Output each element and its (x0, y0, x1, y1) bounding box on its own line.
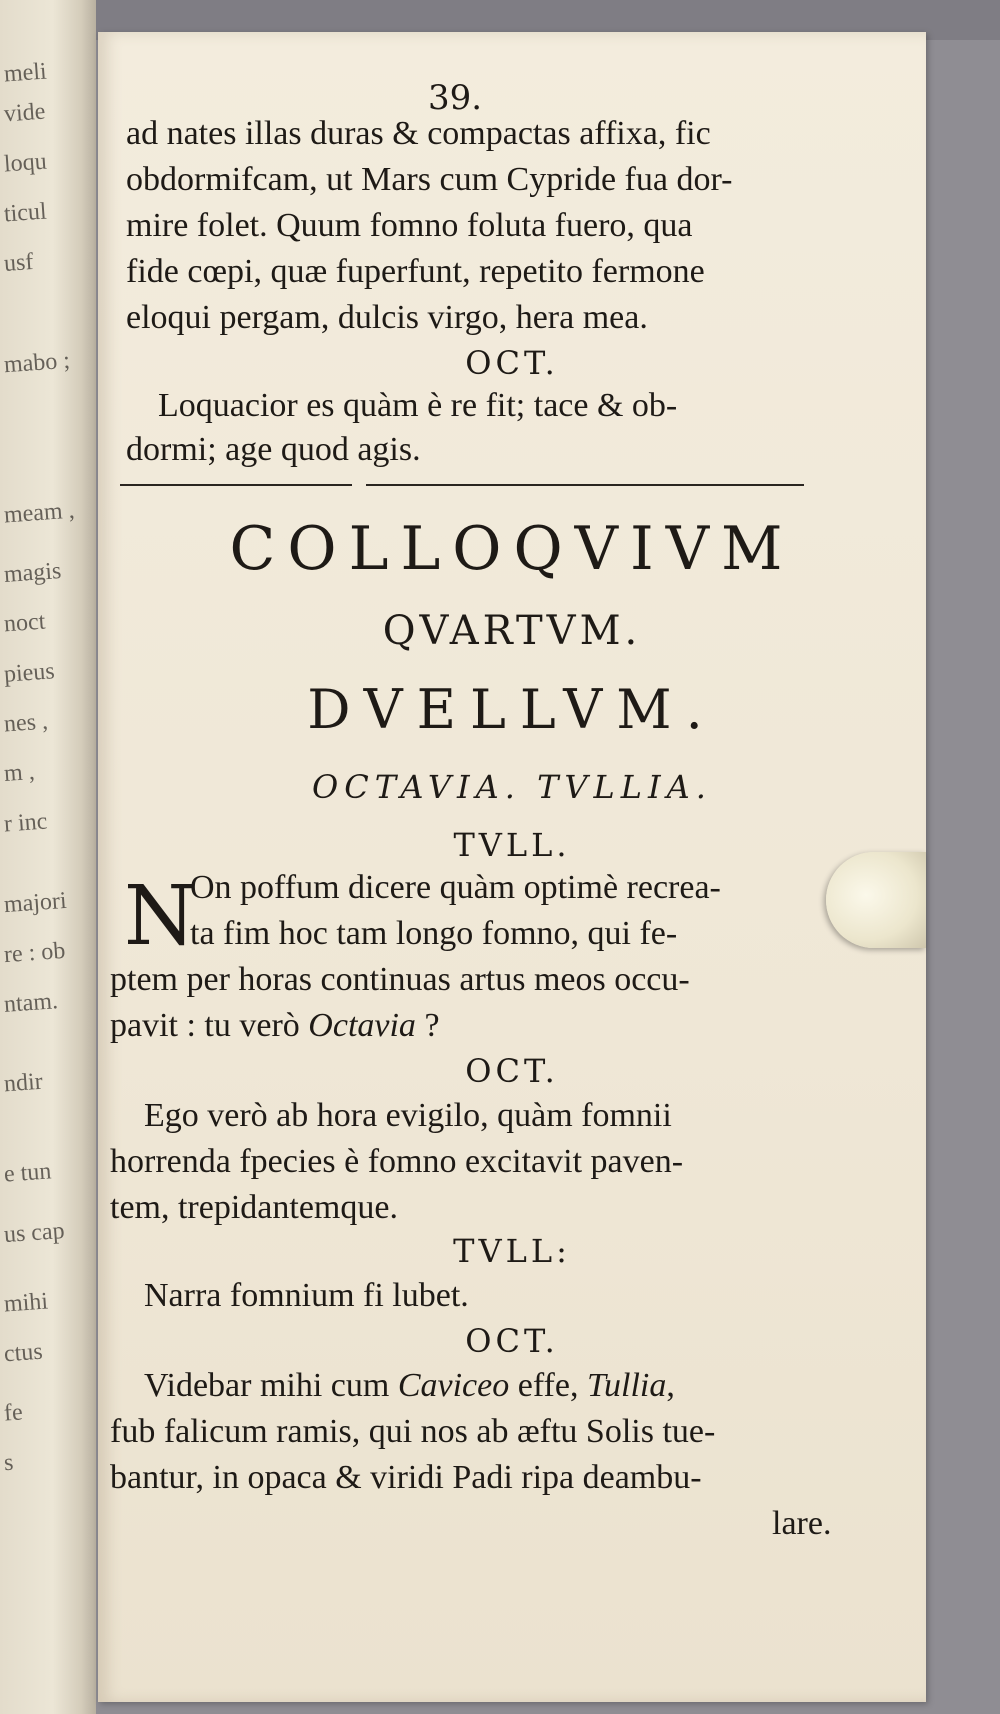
speaker-label: OCT. (465, 1322, 559, 1360)
text-line (110, 1006, 440, 1046)
text-line: ad nates illas duras & compactas affixa, fic (126, 115, 711, 152)
left-page-fragment: ctus (3, 1338, 44, 1368)
page-number: 39. (428, 78, 483, 118)
left-page-fragment: ndir (3, 1068, 44, 1098)
left-page-fragment: s (3, 1449, 15, 1477)
speaker-label: TVLL: (453, 1232, 571, 1270)
name-octavia: Octavia (308, 1007, 416, 1044)
text-line: ptem per horas continuas artus meos occu- (110, 961, 690, 998)
dramatis-personae: OCTAVIA. TVLLIA. (312, 768, 712, 806)
colloquium-topic: DVELLVM. (307, 678, 717, 741)
text-line: dormi; age quod agis. (126, 431, 421, 468)
text-fragment: ? (415, 1007, 440, 1044)
name-tullia: Tullia (586, 1367, 667, 1404)
text-fragment: effe, (509, 1367, 587, 1404)
speaker-label: TVLL. (453, 826, 571, 864)
left-page-fragment: usf (3, 249, 35, 277)
left-page-fragment: meli (3, 58, 48, 88)
page-clip (826, 852, 926, 948)
colloquium-title: COLLOQVIVM (229, 514, 795, 584)
left-page-fragment: meam , (3, 497, 76, 529)
left-page-fragment: magis (3, 558, 63, 588)
left-page-fragment: pieus (3, 658, 56, 688)
text-fragment: pavit : tu verò (110, 1007, 309, 1044)
text-fragment: Videbar mihi cum (144, 1367, 398, 1404)
text-line (144, 1366, 675, 1406)
text-line: obdormifcam, ut Mars cum Cypride fua dor- (126, 161, 733, 198)
divider-rule (120, 484, 352, 486)
text-line: tem, trepidantemque. (110, 1189, 398, 1226)
left-page-fragment: mabo ; (3, 347, 71, 379)
catchword: lare. (772, 1505, 832, 1542)
text-line: ta fim hoc tam longo fomno, qui fe- (190, 915, 678, 952)
left-page-fragment: loqu (3, 148, 48, 178)
speaker-label: OCT. (465, 344, 559, 382)
divider-rule (366, 484, 804, 486)
left-page-edge (0, 0, 96, 1714)
text-line: On poffum dicere quàm optimè recrea- (190, 869, 721, 906)
left-page-fragment: r inc (3, 808, 49, 838)
text-line: horrenda fpecies è fomno excitavit paven- (110, 1143, 684, 1180)
text-line: Narra fomnium fi lubet. (144, 1277, 469, 1314)
colloquium-subtitle: QVARTVM. (382, 608, 642, 654)
text-line: Loquacior es quàm è re fit; tace & ob- (158, 387, 678, 424)
text-line: fide cœpi, quæ fuperfunt, repetito fermone (126, 253, 705, 290)
left-page-fragment: noct (3, 608, 47, 638)
left-page-fragment: e tun (3, 1158, 53, 1188)
text-line: mire folet. Quum fomno foluta fuero, qua (126, 207, 693, 244)
left-page-fragment: ticul (3, 198, 48, 228)
text-fragment: , (666, 1367, 675, 1404)
text-line: fub falicum ramis, qui nos ab æftu Solis tue- (110, 1413, 716, 1450)
text-line: eloqui pergam, dulcis virgo, hera mea. (126, 299, 648, 336)
speaker-label: OCT. (465, 1052, 559, 1090)
book-page (98, 32, 926, 1702)
text-line: bantur, in opaca & viridi Padi ripa deambu- (110, 1459, 702, 1496)
left-page-fragment: m , (3, 758, 36, 788)
name-caviceo: Caviceo (397, 1367, 510, 1404)
left-page-fragment: vide (3, 98, 47, 128)
drop-cap: N (124, 869, 196, 964)
left-page-fragment: us cap (3, 1217, 66, 1249)
text-line: Ego verò ab hora evigilo, quàm fomnii (144, 1097, 672, 1134)
left-page-fragment: mihi (3, 1288, 49, 1318)
left-page-fragment: ntam. (3, 988, 59, 1018)
left-page-fragment: nes , (3, 708, 49, 738)
left-page-fragment: majori (3, 887, 68, 919)
left-page-fragment: fe (3, 1399, 24, 1427)
left-page-fragment: re : ob (3, 937, 67, 969)
